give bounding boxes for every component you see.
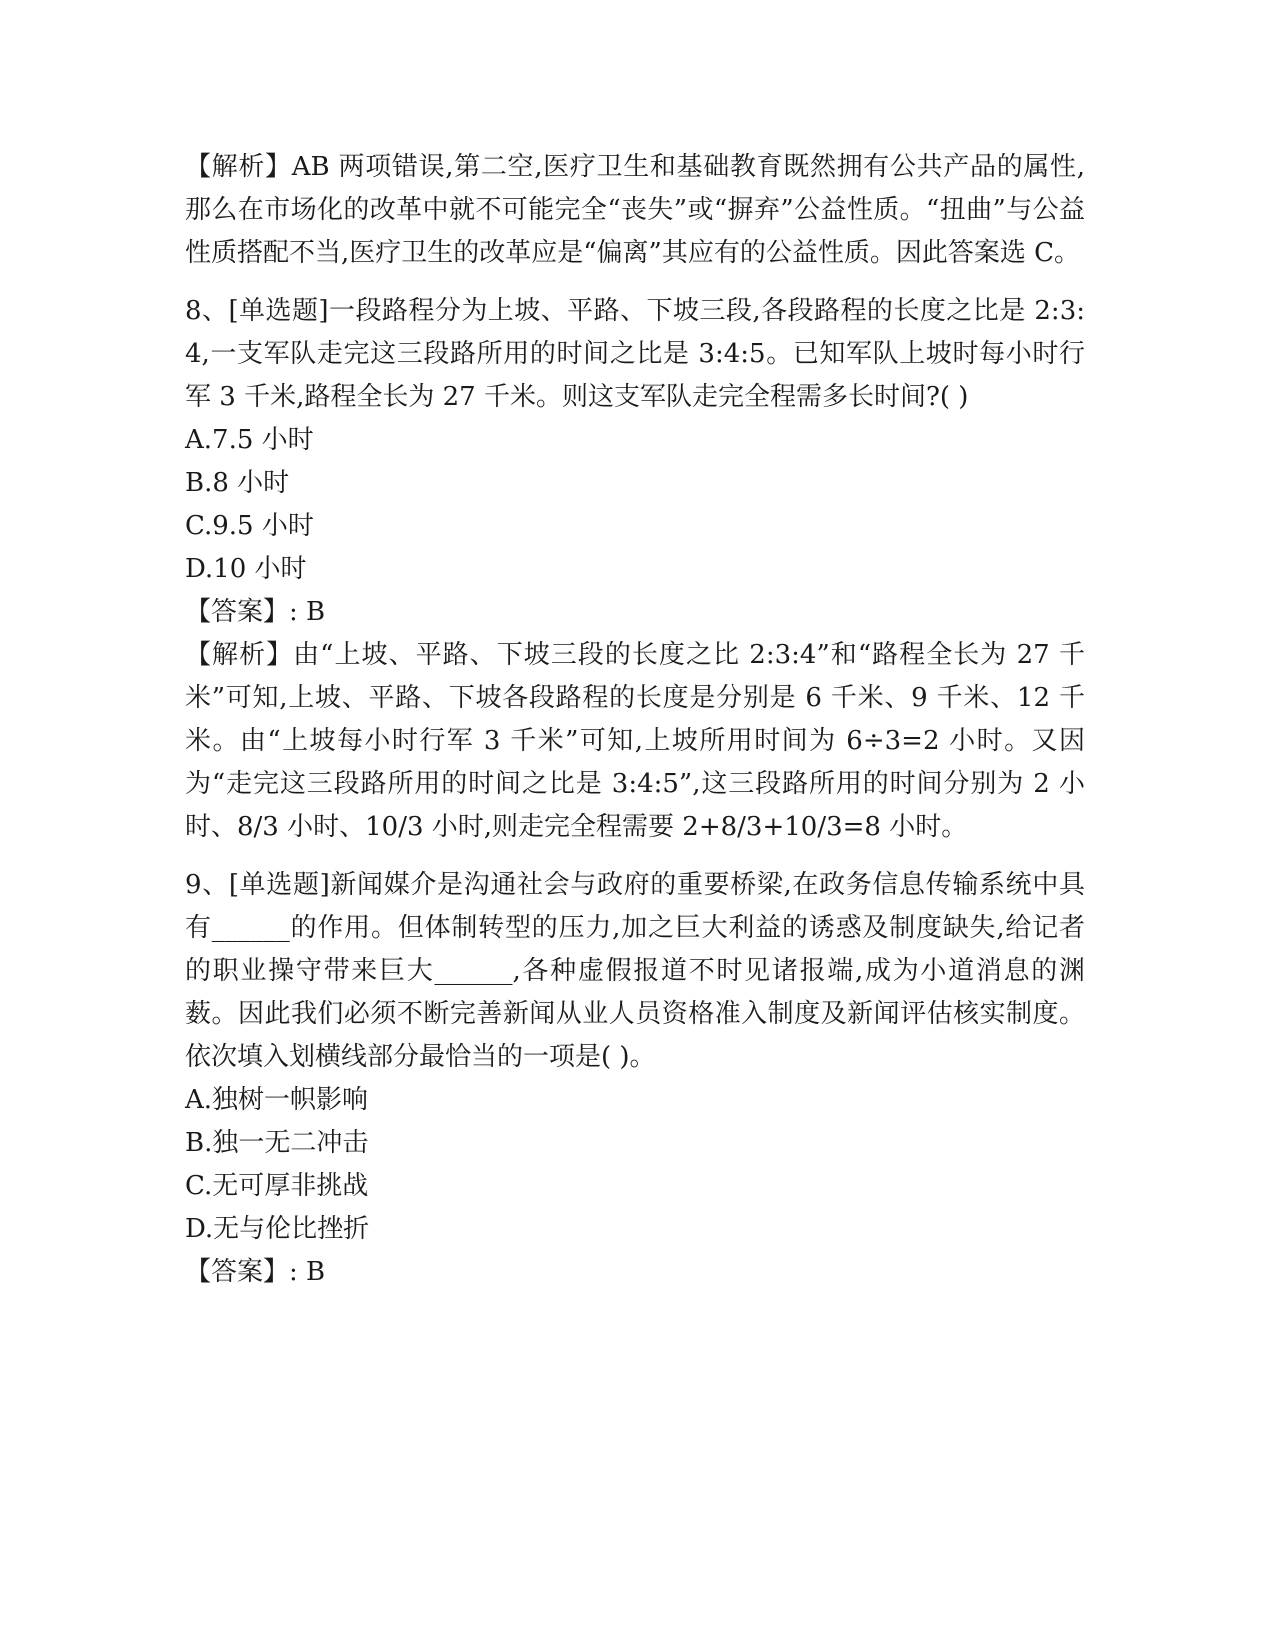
spacer [185,275,1085,290]
question-8-option-a: A.7.5 小时 [185,425,314,455]
spacer [185,849,1085,864]
question-8-analysis: 【解析】由“上坡、平路、下坡三段的长度之比 2:3:4”和“路程全长为 27 千米”可知,上坡、平路、下坡各段路程的长度是分别是 6 千米、9 千米、12 千米。由“上坡每小时行军 3 千米”可知,上坡所用时间为 6÷3=2 小时。又因为“走完这三段路所用的时间之比是 3:4:5”,这三段路所用的时间分别为 2 小时、8/3 小时、10/3 小时,则走完全程需要 2+8/3+10/3=8 小时。 [185,640,1085,842]
question-9 [185,864,1085,1294]
question-9-stem: 9、[单选题]新闻媒介是沟通社会与政府的重要桥梁,在政务信息传输系统中具有______的作用。但体制转型的压力,加之巨大利益的诱惑及制度缺失,给记者的职业操守带来巨大______,各种虚假报道不时见诸报端,成为小道消息的渊薮。因此我们必须不断完善新闻从业人员资格准入制度及新闻评估核实制度。依次填入划横线部分最恰当的一项是( )。 [185,870,1085,1072]
question-8-stem: 8、[单选题]一段路程分为上坡、平路、下坡三段,各段路程的长度之比是 2:3:4,一支军队走完这三段路所用的时间之比是 3:4:5。已知军队上坡时每小时行军 3 千米,路程全长为 27 千米。则这支军队走完全程需多长时间?( ) [185,296,1085,412]
question-8 [185,290,1085,849]
question-9-option-c: C.无可厚非挑战 [185,1171,369,1201]
question-9-option-d: D.无与伦比挫折 [185,1214,370,1244]
question-9-option-b: B.独一无二冲击 [185,1128,369,1158]
question-8-option-d: D.10 小时 [185,554,307,584]
question-8-option-c: C.9.5 小时 [185,511,314,541]
question-9-answer: 【答案】: B [185,1257,326,1287]
question-8-answer: 【答案】: B [185,597,326,627]
question-9-option-a: A.独树一帜影响 [185,1085,369,1115]
document-page [185,146,1085,1294]
question-8-option-b: B.8 小时 [185,468,290,498]
previous-question-analysis: 【解析】AB 两项错误,第二空,医疗卫生和基础教育既然拥有公共产品的属性,那么在市场化的改革中就不可能完全“丧失”或“摒弃”公益性质。“扭曲”与公益性质搭配不当,医疗卫生的改革应是“偏离”其应有的公益性质。因此答案选 C。 [185,152,1085,268]
